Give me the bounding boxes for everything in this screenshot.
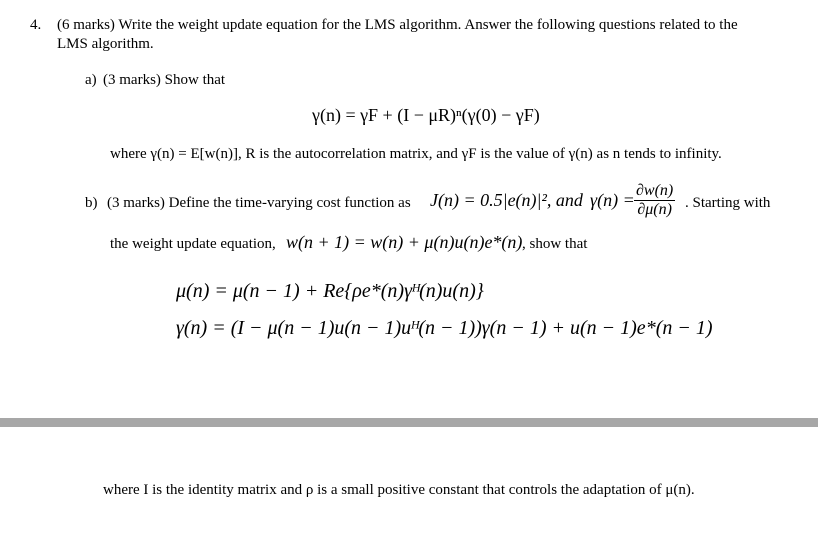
footer-text: where I is the identity matrix and ρ is a small positive constant that controls the adaptation of μ(n).: [103, 482, 695, 498]
fraction-denominator: ∂μ(n): [637, 201, 672, 218]
gamma-update-equation: γ(n) = (I − μ(n − 1)u(n − 1)uᴴ(n − 1))γ(n − 1) + u(n − 1)e*(n − 1): [176, 317, 713, 339]
part-b-label: b): [85, 195, 98, 211]
part-b-text-before: (3 marks) Define the time-varying cost function as: [107, 195, 411, 211]
part-a-equation: γ(n) = γF + (I − μR)ⁿ(γ(0) − γF): [312, 105, 540, 125]
mu-update-equation: μ(n) = μ(n − 1) + Re{ρe*(n)γᴴ(n)u(n)}: [176, 280, 484, 302]
cost-function: J(n) = 0.5|e(n)|², and: [430, 190, 583, 210]
part-b-line2-before: the weight update equation,: [110, 236, 276, 252]
partial-derivative-fraction: [634, 182, 675, 219]
fraction-numerator: ∂w(n): [636, 182, 674, 199]
weight-update-equation: w(n + 1) = w(n) + μ(n)u(n)e*(n): [286, 232, 523, 252]
section-divider: [0, 418, 818, 427]
question-line-1: (6 marks) Write the weight update equation for the LMS algorithm. Answer the following questions related to the: [57, 17, 738, 33]
question-line-2: LMS algorithm.: [57, 36, 154, 52]
gamma-definition: γ(n) =: [590, 190, 635, 210]
part-a-label: a): [85, 72, 97, 88]
question-number: 4.: [30, 17, 42, 33]
part-a-text: (3 marks) Show that: [103, 72, 226, 88]
part-b-text-after: . Starting with: [685, 195, 771, 211]
part-a-where-line: where γ(n) = E[w(n)], R is the autocorrelation matrix, and γF is the value of γ(n) as n tends to infinity.: [110, 146, 722, 162]
part-b-line2-after: , show that: [522, 236, 588, 252]
